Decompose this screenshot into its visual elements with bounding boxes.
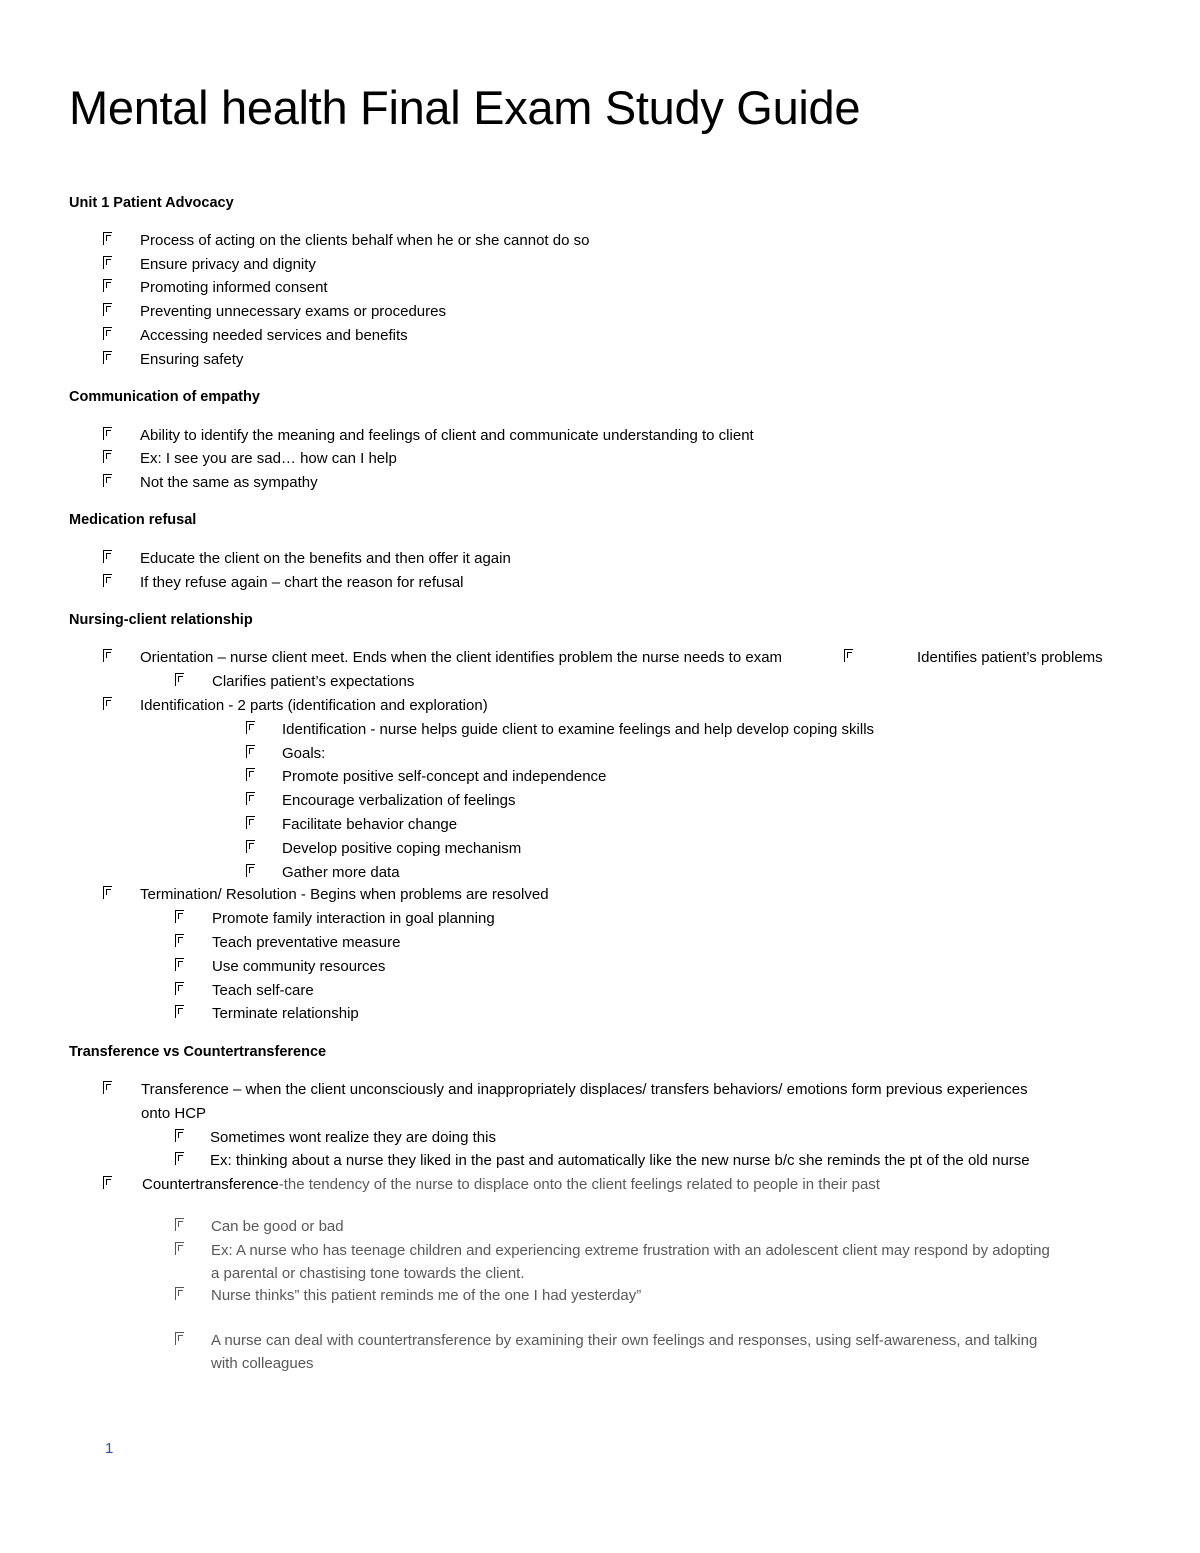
bullet-icon	[175, 934, 184, 947]
list-item-text: Teach self-care	[212, 982, 314, 999]
list-item	[175, 1002, 1075, 1025]
list-item-text: Promoting informed consent	[140, 279, 328, 296]
list-item	[103, 447, 1103, 470]
list-item-text: Identification - 2 parts (identification and exploration)	[140, 697, 488, 714]
page-number: 1	[105, 1440, 114, 1457]
list-item	[246, 861, 1046, 884]
list-item-text: Ability to identify the meaning and feelings of client and communicate understanding to client	[140, 427, 754, 444]
bullet-icon	[103, 550, 112, 563]
bullet-icon	[246, 745, 255, 758]
list-item-text: Transference – when the client unconsciously and inappropriately displaces/ transfers behaviors/ emotions form previous experiences	[141, 1081, 1028, 1098]
document-title: Mental health Final Exam Study Guide	[69, 81, 861, 134]
section-heading-advocacy: Unit 1 Patient Advocacy	[69, 195, 234, 211]
list-item	[246, 718, 1146, 741]
list-item-text: Ex: A nurse who has teenage children and experiencing extreme frustration with an adolescent client may respond by adopting	[211, 1242, 1050, 1259]
list-item-continuation: onto HCP	[141, 1105, 207, 1122]
list-item-text: Ex: I see you are sad… how can I help	[140, 450, 397, 467]
list-item	[175, 931, 1075, 954]
countertransference-label: Countertransference	[142, 1176, 279, 1193]
bullet-icon	[103, 351, 112, 364]
list-item	[103, 253, 1103, 276]
list-item-text: A nurse can deal with countertransference by examining their own feelings and responses, using self-awareness, and talking	[211, 1332, 1038, 1349]
bullet-icon	[175, 958, 184, 971]
bullet-icon	[246, 768, 255, 781]
list-item-text: Process of acting on the clients behalf when he or she cannot do so	[140, 232, 590, 249]
list-item-text: Gather more data	[282, 864, 400, 881]
list-item-text: Develop positive coping mechanism	[282, 840, 522, 857]
bullet-icon	[175, 982, 184, 995]
bullet-icon	[103, 232, 112, 245]
list-item	[103, 547, 1103, 570]
list-item-text: Promote family interaction in goal planning	[212, 910, 495, 927]
bullet-icon	[175, 1242, 184, 1255]
bullet-icon	[103, 649, 112, 662]
bullet-icon	[103, 1081, 112, 1094]
bullet-icon	[246, 816, 255, 829]
bullet-icon	[103, 427, 112, 440]
list-item-text: Preventing unnecessary exams or procedures	[140, 303, 446, 320]
list-item-termination	[103, 883, 1103, 906]
list-item-orientation	[103, 646, 1143, 669]
list-item-text: Promote positive self-concept and independence	[282, 768, 607, 785]
bullet-icon	[175, 910, 184, 923]
list-item-text: Encourage verbalization of feelings	[282, 792, 516, 809]
bullet-icon	[246, 864, 255, 877]
list-item	[175, 670, 1075, 693]
list-item-text: Accessing needed services and benefits	[140, 327, 408, 344]
list-item	[246, 837, 1046, 860]
bullet-icon	[103, 327, 112, 340]
bullet-icon	[103, 450, 112, 463]
list-item-text: Sometimes wont realize they are doing this	[210, 1129, 496, 1146]
list-item-text: Orientation – nurse client meet. Ends when the client identifies problem the nurse needs to exam	[140, 649, 783, 666]
list-item	[175, 907, 1075, 930]
bullet-icon	[175, 1152, 184, 1165]
section-heading-medication: Medication refusal	[69, 512, 197, 528]
bullet-icon	[175, 673, 184, 686]
list-item-text: Identifies patient’s problems	[917, 649, 1103, 666]
list-item-text: Identification - nurse helps guide client to examine feelings and help develop coping skills	[282, 721, 875, 738]
list-item	[103, 571, 1103, 594]
list-item-text: Termination/ Resolution - Begins when problems are resolved	[140, 886, 549, 903]
bullet-icon	[175, 1218, 184, 1231]
list-item-continuation: with colleagues	[211, 1355, 314, 1372]
list-item-text: Ensuring safety	[140, 351, 244, 368]
list-item	[175, 1239, 1175, 1262]
section-heading-empathy: Communication of empathy	[69, 389, 260, 405]
list-item	[246, 765, 1046, 788]
list-item-text: Ensure privacy and dignity	[140, 256, 316, 273]
list-item	[103, 424, 1103, 447]
bullet-icon	[103, 1176, 112, 1189]
bullet-icon	[103, 886, 112, 899]
list-item-text: Nurse thinks” this patient reminds me of the one I had yesterday”	[211, 1287, 642, 1304]
list-item-transference	[103, 1078, 1163, 1101]
list-item	[103, 471, 1103, 494]
bullet-icon	[103, 474, 112, 487]
bullet-icon	[103, 574, 112, 587]
countertransference-definition: -the tendency of the nurse to displace onto the client feelings related to people in their past	[278, 1176, 880, 1193]
bullet-icon	[103, 256, 112, 269]
list-item-text: Teach preventative measure	[212, 934, 401, 951]
list-item-text: Goals:	[282, 745, 326, 762]
list-item-identification	[103, 694, 1103, 717]
bullet-icon	[175, 1129, 184, 1142]
list-item	[103, 324, 1103, 347]
bullet-icon	[246, 840, 255, 853]
list-item	[175, 1215, 1075, 1238]
list-item	[175, 979, 1075, 1002]
list-item	[103, 229, 1103, 252]
list-item-continuation: a parental or chastising tone towards the client.	[211, 1265, 525, 1282]
section-heading-relationship: Nursing-client relationship	[69, 612, 253, 628]
list-item	[175, 1329, 1175, 1352]
list-item	[103, 276, 1103, 299]
bullet-icon	[175, 1332, 184, 1345]
list-item-text: Clarifies patient’s expectations	[212, 673, 415, 690]
bullet-icon	[103, 697, 112, 710]
list-item-countertransference	[103, 1173, 1103, 1196]
list-item	[103, 300, 1103, 323]
list-item	[175, 1126, 1075, 1149]
list-item-text: Use community resources	[212, 958, 386, 975]
list-item	[175, 955, 1075, 978]
bullet-icon	[175, 1287, 184, 1300]
list-item-text: Terminate relationship	[212, 1005, 359, 1022]
bullet-icon	[175, 1005, 184, 1018]
list-item	[246, 789, 1046, 812]
list-item	[246, 813, 1046, 836]
list-item-text: Ex: thinking about a nurse they liked in the past and automatically like the new nurse b/c she reminds the pt of the old nurse	[210, 1152, 1030, 1169]
list-item-text: Facilitate behavior change	[282, 816, 458, 833]
list-item-text: If they refuse again – chart the reason for refusal	[140, 574, 464, 591]
list-item-text: Can be good or bad	[211, 1218, 344, 1235]
list-item	[103, 348, 1103, 371]
list-item	[175, 1149, 1175, 1172]
list-item-text: Educate the client on the benefits and then offer it again	[140, 550, 511, 567]
list-item-text: Not the same as sympathy	[140, 474, 318, 491]
bullet-icon	[844, 649, 853, 662]
section-heading-transference: Transference vs Countertransference	[69, 1044, 327, 1060]
bullet-icon	[103, 303, 112, 316]
bullet-icon	[246, 721, 255, 734]
list-item	[246, 742, 1046, 765]
list-item	[175, 1284, 1075, 1307]
bullet-icon	[246, 792, 255, 805]
bullet-icon	[103, 279, 112, 292]
